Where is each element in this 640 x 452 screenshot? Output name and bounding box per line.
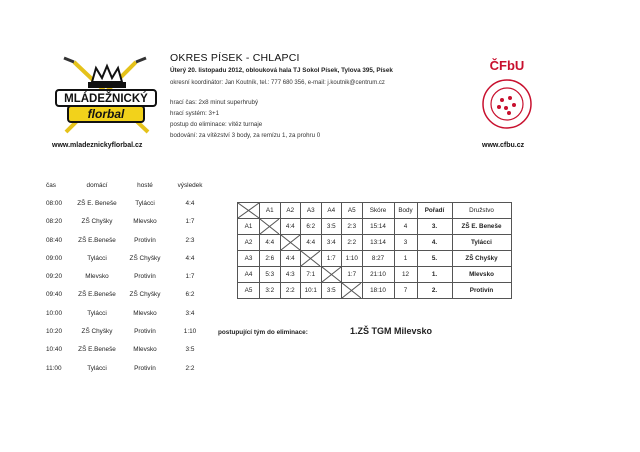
column-header: Skóre: [362, 203, 394, 219]
corner-cell: [238, 203, 260, 219]
row-label: A2: [238, 235, 260, 251]
match-result: 4:4: [185, 254, 195, 262]
schedule-row: [46, 359, 212, 377]
schedule-header: čas: [46, 181, 56, 189]
schedule-row: [46, 249, 212, 267]
column-header: A3: [301, 203, 322, 219]
standings-row: [238, 235, 512, 251]
match-cell: 4:3: [280, 267, 301, 283]
match-cell: 7:1: [301, 267, 322, 283]
away-team: ZŠ Chyšky: [129, 254, 161, 262]
match-cell: 1:7: [342, 267, 363, 283]
home-team: ZŠ Chyšky: [81, 328, 113, 336]
match-cell: 2:3: [342, 219, 363, 235]
match-result: 2:2: [185, 364, 195, 372]
column-header: Družstvo: [452, 203, 511, 219]
points-cell: 3: [394, 235, 417, 251]
score-cell: 8:27: [362, 251, 394, 267]
match-time: 11:00: [46, 364, 62, 372]
away-team: Mlevsko: [133, 309, 157, 317]
home-team: Tylácci: [87, 364, 107, 372]
match-result: 2:3: [185, 236, 195, 244]
away-team: Protivín: [134, 328, 156, 336]
schedule-header-row: [46, 176, 212, 194]
match-time: 08:20: [46, 218, 62, 226]
away-team: Mlevsko: [133, 346, 157, 354]
team-cell: Mlevsko: [452, 267, 511, 283]
rank-cell: 2.: [417, 283, 452, 299]
column-header: Body: [394, 203, 417, 219]
match-time: 08:40: [46, 236, 62, 244]
match-cell: 2:6: [260, 251, 281, 267]
match-time: 10:00: [46, 309, 62, 317]
schedule-row: [46, 213, 212, 231]
rank-cell: 1.: [417, 267, 452, 283]
team-cell: ZŠ Chyšky: [452, 251, 511, 267]
home-team: ZŠ E.Beneše: [78, 291, 116, 299]
match-time: 08:00: [46, 199, 62, 207]
match-cell: 4:4: [301, 235, 322, 251]
match-result: 1:7: [185, 218, 195, 226]
team-cell: Tylácci: [452, 235, 511, 251]
standings-table: [237, 202, 512, 299]
match-cell: 3:5: [321, 283, 342, 299]
column-header: A5: [342, 203, 363, 219]
match-cell: 1:10: [342, 251, 363, 267]
event-date-line: Úterý 20. listopadu 2012, oblouková hala TJ Sokol Písek, Tylova 395, Písek: [170, 67, 393, 74]
column-header: A1: [260, 203, 281, 219]
score-cell: 15:14: [362, 219, 394, 235]
blocked-cell: [260, 219, 281, 235]
standings-row: [238, 267, 512, 283]
row-label: A4: [238, 267, 260, 283]
home-team: ZŠ E.Beneše: [78, 346, 116, 354]
info-line: bodování: za vítězství 3 body, za remízu 1, za prohru 0: [170, 132, 321, 139]
row-label: A5: [238, 283, 260, 299]
standings-row: [238, 219, 512, 235]
match-result: 1:7: [185, 273, 195, 281]
row-label: A1: [238, 219, 260, 235]
svg-text:ČFbU: ČFbU: [489, 58, 525, 73]
standings-row: [238, 251, 512, 267]
blocked-cell: [321, 267, 342, 283]
home-team: ZŠ E. Beneše: [77, 199, 117, 207]
away-team: Protivín: [134, 236, 156, 244]
right-logo-url[interactable]: www.cfbu.cz: [482, 142, 525, 149]
standings-row: [238, 283, 512, 299]
schedule-row: [46, 341, 212, 359]
match-cell: 3:4: [321, 235, 342, 251]
svg-text:MLÁDEŽNICKÝ: MLÁDEŽNICKÝ: [64, 93, 148, 105]
schedule-row: [46, 231, 212, 249]
match-cell: 5:3: [260, 267, 281, 283]
schedule-row: [46, 267, 212, 285]
team-cell: Protivín: [452, 283, 511, 299]
away-team: Mlevsko: [133, 218, 157, 226]
points-cell: 4: [394, 219, 417, 235]
match-cell: 10:1: [301, 283, 322, 299]
match-result: 6:2: [185, 291, 195, 299]
cfbu-logo: [478, 50, 536, 140]
schedule-row: [46, 304, 212, 322]
score-cell: 21:10: [362, 267, 394, 283]
match-time: 10:20: [46, 328, 62, 336]
schedule-header: domácí: [86, 181, 108, 189]
match-time: 09:00: [46, 254, 62, 262]
match-time: 09:20: [46, 273, 62, 281]
match-cell: 6:2: [301, 219, 322, 235]
blocked-cell: [301, 251, 322, 267]
schedule-row: [46, 322, 212, 340]
rank-cell: 4.: [417, 235, 452, 251]
match-cell: 2:2: [280, 283, 301, 299]
match-cell: 3:2: [260, 283, 281, 299]
row-label: A3: [238, 251, 260, 267]
mladeznicky-florbal-logo: [52, 56, 160, 136]
schedule-header: výsledek: [177, 181, 203, 189]
rank-cell: 5.: [417, 251, 452, 267]
score-cell: 18:10: [362, 283, 394, 299]
svg-text:florbal: florbal: [87, 107, 125, 121]
match-result: 3:4: [185, 309, 195, 317]
left-logo-url[interactable]: www.mladeznickyflorbal.cz: [52, 142, 143, 149]
match-result: 1:10: [183, 328, 197, 336]
advancing-team: 1.ZŠ TGM Milevsko: [350, 326, 433, 336]
column-header: A4: [321, 203, 342, 219]
blocked-cell: [280, 235, 301, 251]
column-header: Pořadí: [417, 203, 452, 219]
schedule-row: [46, 286, 212, 304]
info-line: postup do eliminace: vítěz turnaje: [170, 121, 263, 128]
match-cell: 4:4: [280, 219, 301, 235]
standings-header-row: [238, 203, 512, 219]
team-cell: ZŠ E. Beneše: [452, 219, 511, 235]
match-cell: 3:5: [321, 219, 342, 235]
points-cell: 12: [394, 267, 417, 283]
match-time: 09:40: [46, 291, 62, 299]
points-cell: 7: [394, 283, 417, 299]
advancing-label: postupující tým do eliminace:: [218, 329, 308, 336]
home-team: Mlevsko: [85, 273, 109, 281]
schedule-row: [46, 194, 212, 212]
page-title: OKRES PÍSEK - CHLAPCI: [170, 52, 300, 64]
home-team: Tylácci: [87, 309, 107, 317]
home-team: Tylácci: [87, 254, 107, 262]
away-team: Protivín: [134, 364, 156, 372]
match-result: 3:5: [185, 346, 195, 354]
score-cell: 13:14: [362, 235, 394, 251]
match-time: 10:40: [46, 346, 62, 354]
rank-cell: 3.: [417, 219, 452, 235]
info-line: hrací čas: 2x8 minut superhrubý: [170, 99, 259, 106]
match-cell: 4:4: [260, 235, 281, 251]
schedule-header: hosté: [137, 181, 153, 189]
match-cell: 4:4: [280, 251, 301, 267]
coordinator-line: okresní koordinátor: Jan Koutník, tel.: 777 680 356, e-mail: j.koutnik@centrum.cz: [170, 80, 385, 86]
match-result: 4:4: [185, 199, 195, 207]
column-header: A2: [280, 203, 301, 219]
home-team: ZŠ E.Beneše: [78, 236, 116, 244]
blocked-cell: [342, 283, 363, 299]
away-team: ZŠ Chyšky: [129, 291, 161, 299]
away-team: Tylácci: [135, 199, 155, 207]
match-schedule: [46, 176, 212, 377]
away-team: Protivín: [134, 273, 156, 281]
match-cell: 2:2: [342, 235, 363, 251]
points-cell: 1: [394, 251, 417, 267]
info-line: hrací systém: 3+1: [170, 110, 220, 117]
home-team: ZŠ Chyšky: [81, 218, 113, 226]
match-cell: 1:7: [321, 251, 342, 267]
